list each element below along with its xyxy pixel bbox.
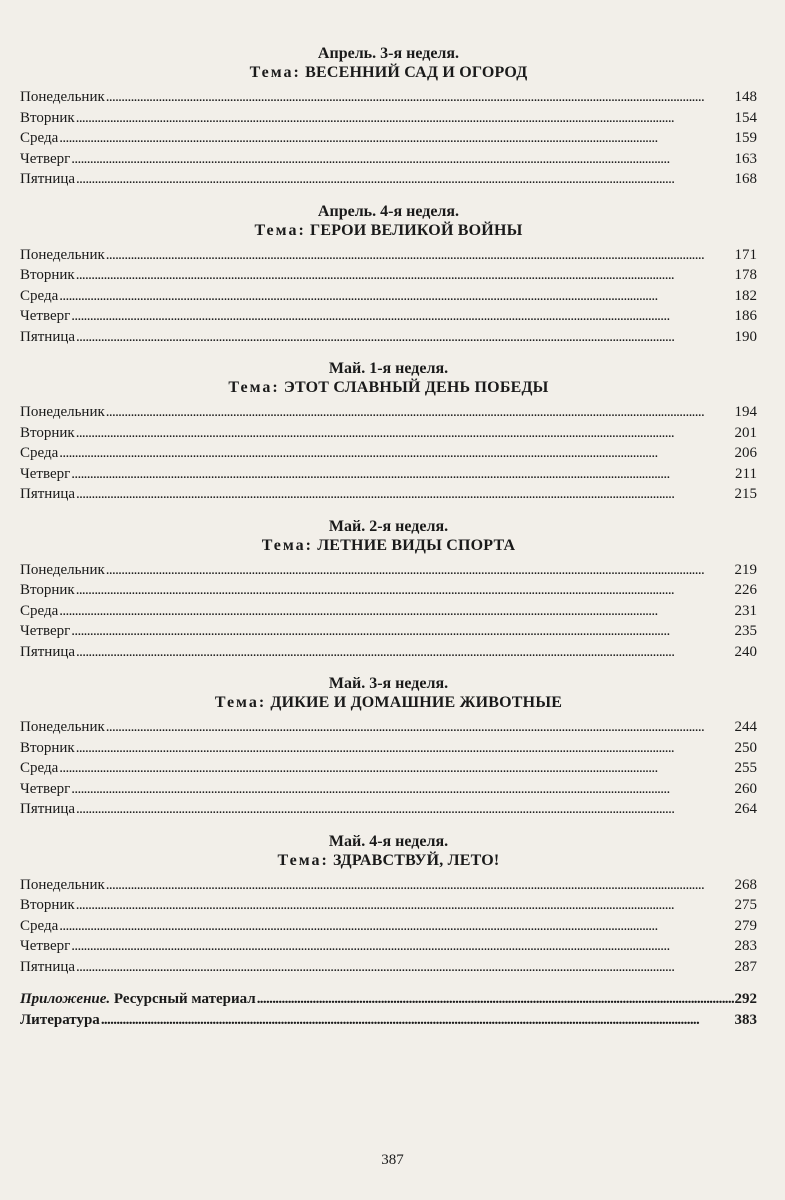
- leader-dots: [76, 957, 733, 978]
- toc-row: [20, 916, 757, 937]
- leader-dots: [257, 989, 734, 1010]
- leader-dots: [76, 484, 733, 505]
- toc-row-day: Среда: [20, 602, 59, 619]
- toc-row-page: 235: [734, 623, 757, 639]
- toc-row: [20, 108, 757, 129]
- toc-row-day: Пятница: [20, 801, 76, 817]
- topic-prefix: Тема:: [261, 536, 313, 554]
- section-topic-heading: [20, 378, 757, 398]
- toc-row-day: Среда: [20, 130, 59, 146]
- topic-title: ЛЕТНИЕ ВИДЫ СПОРТА: [317, 536, 516, 554]
- toc-row-page: 244: [734, 719, 757, 735]
- toc-row-page: 194: [734, 404, 757, 420]
- section-topic-heading: [20, 221, 757, 241]
- toc-row: [20, 580, 757, 601]
- toc-section: [20, 517, 757, 663]
- toc-row-day: Четверг: [20, 938, 71, 954]
- toc-row-day: Пятница: [20, 486, 76, 502]
- topic-title: ЭТОТ СЛАВНЫЙ ДЕНЬ ПОБЕДЫ: [283, 379, 549, 396]
- toc-row-day: Вторник: [20, 582, 75, 598]
- leader-dots: [59, 443, 733, 464]
- section-week-heading: Май. 2-я неделя.: [328, 517, 449, 535]
- toc-row-page: 168: [734, 171, 757, 187]
- leader-dots: [106, 245, 734, 266]
- toc-row: [20, 621, 757, 642]
- leader-dots: [71, 149, 733, 170]
- toc-row: [20, 601, 757, 622]
- leader-dots: [59, 601, 733, 622]
- toc-row-page: 148: [734, 89, 757, 105]
- toc-row-page: 171: [734, 246, 757, 263]
- toc-row-page: 211: [735, 465, 757, 482]
- section-topic-heading: [20, 63, 757, 83]
- toc-row-page: 255: [734, 760, 757, 776]
- toc-row: [20, 936, 757, 957]
- toc-appendix-block: [20, 989, 757, 1030]
- topic-prefix: Тема:: [277, 851, 329, 869]
- toc-row-day: Вторник: [20, 109, 75, 126]
- toc-row: [20, 875, 757, 896]
- toc-row-page: 186: [734, 308, 757, 324]
- toc-section: [20, 674, 757, 820]
- toc-row: [20, 717, 757, 738]
- toc-row: [20, 957, 757, 978]
- section-topic-heading: [20, 693, 757, 713]
- toc-row-day: Вторник: [20, 739, 75, 756]
- leader-dots: [106, 717, 734, 738]
- toc-row-day: Понедельник: [20, 246, 105, 263]
- topic-title: ДИКИЕ И ДОМАШНИЕ ЖИВОТНЫЕ: [270, 694, 563, 711]
- toc-row-page: 190: [734, 328, 757, 345]
- toc-row: [20, 443, 757, 464]
- toc-row: [20, 758, 757, 779]
- toc-row: [20, 642, 757, 663]
- toc-row: [20, 169, 757, 190]
- toc-row-page: 240: [734, 643, 757, 660]
- leader-dots: [101, 1010, 734, 1031]
- toc-row-page: 279: [734, 917, 757, 934]
- toc-row-day: Четверг: [20, 465, 71, 482]
- toc-row-day: Пятница: [20, 328, 76, 345]
- toc-row-day: Пятница: [20, 171, 76, 187]
- topic-prefix: Тема:: [249, 64, 301, 81]
- leader-dots: [59, 916, 733, 937]
- toc-section: [20, 44, 757, 190]
- toc-row-day: Понедельник: [20, 404, 105, 420]
- toc-row-page: 206: [734, 445, 757, 461]
- leader-dots: [76, 265, 734, 286]
- leader-dots: [76, 423, 734, 444]
- topic-prefix: Тема:: [214, 694, 267, 711]
- leader-dots: [76, 642, 733, 663]
- leader-dots: [71, 621, 733, 642]
- appendix-label-rest: Ресурсный материал: [110, 991, 256, 1007]
- toc-row: [20, 327, 757, 348]
- toc-literature-row: [20, 1010, 757, 1031]
- literature-label: Литература: [20, 1011, 100, 1028]
- toc-row: [20, 464, 757, 485]
- toc-row: [20, 245, 757, 266]
- leader-dots: [76, 169, 733, 190]
- toc-row-page: 163: [734, 150, 757, 167]
- leader-dots: [76, 108, 734, 129]
- toc-row: [20, 149, 757, 170]
- toc-row-page: 264: [734, 801, 757, 817]
- leader-dots: [106, 402, 734, 423]
- appendix-label: [20, 989, 256, 1010]
- section-week-heading: Май. 3-я неделя.: [328, 675, 449, 692]
- toc-row: [20, 423, 757, 444]
- toc-row: [20, 560, 757, 581]
- toc-row-day: Четверг: [20, 623, 71, 639]
- toc-row-page: 287: [734, 958, 757, 975]
- toc-row: [20, 87, 757, 108]
- toc-row-day: Понедельник: [20, 719, 105, 735]
- toc-row-day: Четверг: [20, 150, 71, 167]
- toc-row: [20, 895, 757, 916]
- leader-dots: [106, 560, 734, 581]
- toc-section: [20, 202, 757, 348]
- toc-row-day: Четверг: [20, 780, 71, 797]
- literature-page: 383: [734, 1011, 757, 1028]
- leader-dots: [76, 580, 734, 601]
- toc-row-day: Среда: [20, 287, 59, 304]
- leader-dots: [76, 327, 733, 348]
- section-topic-heading: [20, 851, 757, 871]
- section-week-heading: Апрель. 4-я неделя.: [317, 202, 460, 220]
- leader-dots: [59, 758, 733, 779]
- toc-row: [20, 128, 757, 149]
- toc-row-page: 154: [734, 109, 757, 126]
- leader-dots: [71, 936, 733, 957]
- toc-row-day: Пятница: [20, 958, 76, 975]
- appendix-label-italic: Приложение.: [20, 991, 111, 1007]
- toc-row-day: Вторник: [20, 897, 75, 913]
- toc-section: [20, 359, 757, 505]
- toc-row-page: 231: [734, 602, 757, 619]
- toc-row-page: 283: [734, 938, 757, 954]
- toc-row-page: 268: [734, 876, 757, 893]
- toc-row-day: Четверг: [20, 308, 71, 324]
- toc-row-page: 159: [734, 130, 757, 146]
- toc-row-day: Среда: [20, 445, 59, 461]
- toc-row-page: 219: [734, 561, 757, 578]
- leader-dots: [71, 306, 733, 327]
- appendix-page: 292: [734, 991, 757, 1007]
- topic-prefix: Тема:: [254, 221, 306, 239]
- leader-dots: [71, 779, 733, 800]
- toc-row-day: Вторник: [20, 267, 75, 283]
- toc-row-page: 182: [734, 287, 757, 304]
- toc-row: [20, 779, 757, 800]
- toc-appendix-row: [20, 989, 757, 1010]
- toc-row-day: Среда: [20, 917, 59, 934]
- toc-row: [20, 799, 757, 820]
- section-week-heading: Май. 1-я неделя.: [328, 360, 449, 377]
- section-week-heading: Апрель. 3-я неделя.: [317, 45, 460, 62]
- topic-title: ЗДРАВСТВУЙ, ЛЕТО!: [333, 851, 500, 869]
- leader-dots: [106, 875, 734, 896]
- toc-row-day: Понедельник: [20, 876, 105, 893]
- toc-row-day: Понедельник: [20, 561, 105, 578]
- section-week-heading: Май. 4-я неделя.: [328, 832, 449, 850]
- toc-sections: [20, 44, 757, 977]
- toc-row: [20, 738, 757, 759]
- leader-dots: [59, 286, 733, 307]
- toc-row-page: 260: [734, 780, 757, 797]
- toc-row-day: Вторник: [20, 424, 75, 441]
- toc-row: [20, 484, 757, 505]
- section-topic-heading: [20, 536, 757, 556]
- leader-dots: [76, 799, 733, 820]
- toc-row-day: Понедельник: [20, 89, 105, 105]
- toc-row-page: 201: [734, 424, 757, 441]
- toc-row-page: 226: [734, 582, 757, 598]
- toc-row-page: 178: [734, 267, 757, 283]
- toc-row-page: 215: [734, 486, 757, 502]
- table-of-contents: [20, 44, 757, 1030]
- toc-row-page: 250: [734, 739, 757, 756]
- toc-row: [20, 306, 757, 327]
- leader-dots: [76, 738, 734, 759]
- toc-row-day: Среда: [20, 760, 59, 776]
- leader-dots: [106, 87, 734, 108]
- leader-dots: [71, 464, 734, 485]
- toc-row-day: Пятница: [20, 643, 76, 660]
- toc-row-page: 275: [734, 897, 757, 913]
- toc-row: [20, 402, 757, 423]
- leader-dots: [59, 128, 733, 149]
- topic-title: ВЕСЕННИЙ САД И ОГОРОД: [305, 64, 528, 81]
- topic-prefix: Тема:: [228, 379, 280, 396]
- toc-row: [20, 286, 757, 307]
- toc-section: [20, 832, 757, 978]
- page-number: 387: [381, 1152, 404, 1168]
- leader-dots: [76, 895, 734, 916]
- topic-title: ГЕРОИ ВЕЛИКОЙ ВОЙНЫ: [309, 221, 523, 239]
- toc-row: [20, 265, 757, 286]
